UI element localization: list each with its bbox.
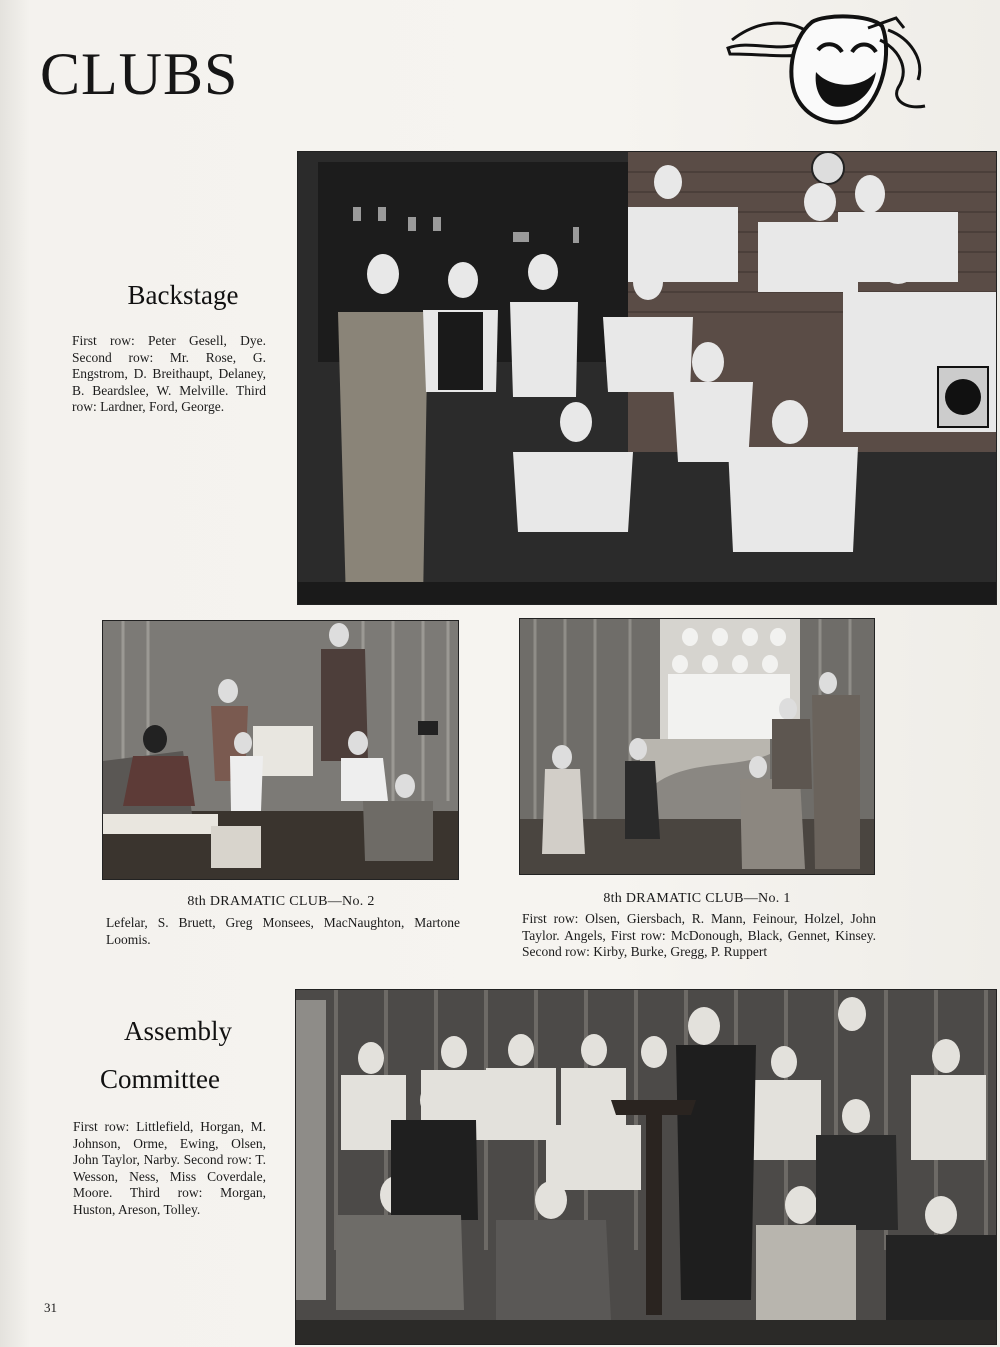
dramatic-club-2-photo bbox=[103, 621, 458, 879]
backstage-caption: First row: Peter Gesell, Dye. Second row: Mr. Rose, G. Engstrom, D. Breithaupt, Delaney, B. Beardslee, W. Melville. Third row: Lardner, Ford, George. bbox=[72, 333, 266, 414]
page-number: 31 bbox=[44, 1300, 57, 1315]
backstage-photo bbox=[298, 152, 996, 604]
dramatic-club-1-caption: First row: Olsen, Giersbach, R. Mann, Feinour, Holzel, John Taylor. Angels, First row: McDonough, Black, Gennet, Kinsey. Second row: Kirby, Burke, Gregg, P. Ruppert bbox=[522, 911, 876, 959]
backstage-title: Backstage bbox=[127, 280, 239, 310]
assembly-title-line2: Committee bbox=[100, 1064, 220, 1094]
dramatic-club-2-caption: Lefelar, S. Bruett, Greg Monsees, MacNaughton, Martone Loomis. bbox=[106, 915, 460, 947]
comedy-mask-icon bbox=[720, 10, 935, 130]
dramatic-club-2-title: 8th DRAMATIC CLUB—No. 2 bbox=[187, 894, 375, 909]
assembly-title-line1: Assembly bbox=[124, 1016, 232, 1046]
dramatic-club-1-photo bbox=[520, 619, 874, 874]
assembly-caption: First row: Littlefield, Horgan, M. Johnson, Orme, Ewing, Olsen, John Taylor, Narby. Second row: T. Wesson, Ness, Miss Coverdale, Moore. Third row: Morgan, Huston, Areson, Tolley. bbox=[73, 1119, 266, 1217]
assembly-committee-photo bbox=[296, 990, 996, 1344]
page-heading: CLUBS bbox=[40, 41, 239, 107]
dramatic-club-1-title: 8th DRAMATIC CLUB—No. 1 bbox=[603, 891, 791, 906]
